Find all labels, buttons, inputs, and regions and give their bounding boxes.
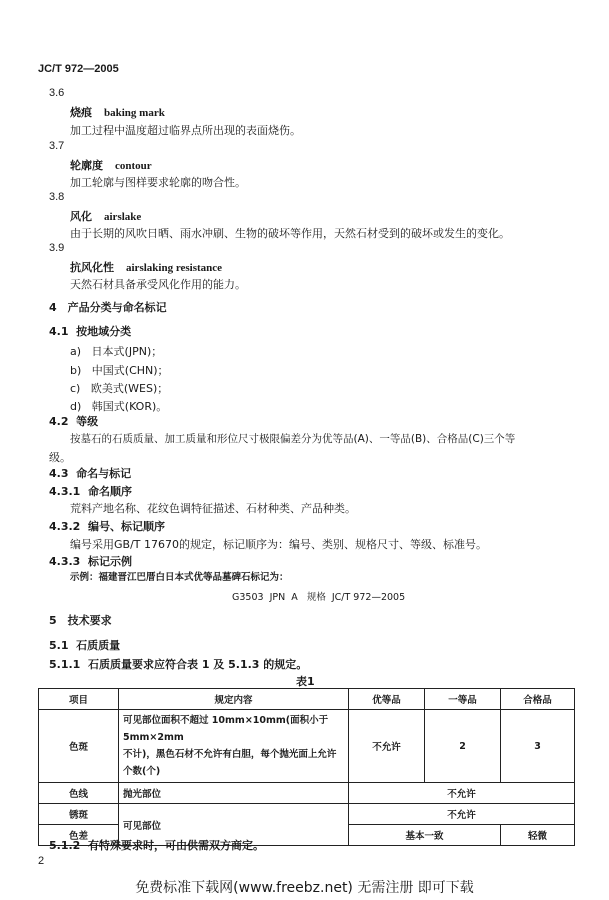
- term-en: airslake: [104, 211, 142, 223]
- page-number: 2: [38, 855, 45, 867]
- section-4-2-heading: [49, 413, 98, 429]
- desc-line: 可见部位面积不超过 10mm×10mm(面积小于 5mm×2mm: [123, 715, 329, 743]
- header-requirement: 规定内容: [119, 689, 349, 710]
- term-definition: 由于长期的风吹日晒、雨水冲刷、生物的破坏等作用，天然石材受到的破坏或发生的变化。: [70, 227, 510, 240]
- section-5-1-heading: [49, 637, 120, 653]
- paragraph: 荒料产地名称、花纹色调特征描述、石材种类、产品种类。: [70, 502, 356, 515]
- clause-title: 按地域分类: [76, 325, 132, 338]
- cell-item: 锈斑: [39, 804, 119, 825]
- term-number: 3.9: [49, 242, 65, 254]
- paragraph-line: 级。: [49, 451, 71, 464]
- table-header-row: [39, 689, 575, 710]
- clause-title: 石质质量: [76, 639, 121, 652]
- term-heading: [70, 259, 222, 275]
- clause-number: 4.3.1: [49, 485, 81, 498]
- term-en: baking mark: [104, 107, 165, 119]
- term-zh: 抗风化性: [70, 261, 114, 274]
- section-5-1-2: [49, 837, 264, 853]
- example-mark: G3503 JPN A 规格 JC/T 972—2005: [232, 592, 406, 603]
- list-item: [70, 343, 162, 359]
- term-number: 3.6: [49, 87, 65, 99]
- footer-text: 免费标准下载网(www.freebz.net) 无需注册 即可下载: [135, 880, 474, 896]
- header-grade-c: 合格品: [501, 689, 575, 710]
- clause-title: 编号、标记顺序: [88, 520, 165, 533]
- term-en: airslaking resistance: [126, 262, 223, 274]
- section-4-title: 4 产品分类与命名标记: [49, 301, 167, 314]
- list-label: a): [70, 345, 82, 358]
- term-definition: 天然石材具备承受风化作用的能力。: [70, 278, 246, 291]
- term-zh: 轮廓度: [70, 159, 103, 172]
- clause-text: 石质质量要求应符合表 1 及 5.1.3 的规定。: [88, 658, 308, 671]
- term-number: 3.7: [49, 140, 65, 152]
- table-row: [39, 710, 575, 783]
- cell-item: 色线: [39, 783, 119, 804]
- section-4-1-heading: [49, 323, 131, 339]
- table-caption: 表1: [296, 675, 315, 688]
- clause-number: 5.1.1: [49, 658, 81, 671]
- term-zh: 风化: [70, 210, 92, 223]
- cell-grade-a: 不允许: [349, 710, 425, 783]
- header-item: 项目: [39, 689, 119, 710]
- list-item: [70, 362, 169, 378]
- cell-grade-b: 2: [425, 710, 501, 783]
- list-item: [70, 380, 168, 396]
- clause-number: 5.1: [49, 639, 69, 652]
- header-grade-b: 一等品: [425, 689, 501, 710]
- clause-title: 等级: [76, 415, 99, 428]
- list-label: c): [70, 382, 81, 395]
- clause-number: 4.3: [49, 467, 69, 480]
- clause-title: 命名顺序: [88, 485, 132, 498]
- section-4-3-3-heading: [49, 553, 132, 569]
- term-number: 3.8: [49, 191, 65, 203]
- cell-grade-c: 轻微: [501, 825, 575, 846]
- cell-all-grades: 不允许: [349, 804, 575, 825]
- cell-grade-c: 3: [501, 710, 575, 783]
- term-heading: [70, 208, 141, 224]
- term-definition: 加工轮廓与图样要求轮廓的吻合性。: [70, 176, 246, 189]
- quality-table: [38, 688, 575, 846]
- list-text: 中国式(CHN)；: [91, 364, 169, 377]
- table-row: [39, 783, 575, 804]
- clause-number: 4.3.2: [49, 520, 81, 533]
- list-label: b): [70, 364, 82, 377]
- term-zh: 烧痕: [70, 106, 92, 119]
- cell-item: 色斑: [39, 710, 119, 783]
- list-label: d): [70, 400, 82, 413]
- paragraph: 编号采用GB/T 17670的规定，标记顺序为：编号、类别、规格尺寸、等级、标准号。: [70, 538, 487, 551]
- clause-number: 4.1: [49, 325, 69, 338]
- desc-line: 不计)，黑色石材不允许有白胆，每个抛光面上允许: [123, 749, 337, 760]
- clause-text: 有特殊要求时，可由供需双方商定。: [88, 839, 264, 852]
- list-item: [70, 398, 167, 414]
- cell-all-grades: 不允许: [349, 783, 575, 804]
- cell-requirement: 抛光部位: [119, 783, 349, 804]
- section-4-3-2-heading: [49, 518, 165, 534]
- cell-requirement: [119, 710, 349, 783]
- document-number: JC/T 972—2005: [38, 63, 119, 75]
- example-text: 示例：福建晋江巴厝白日本式优等品墓碑石标记为：: [70, 572, 289, 583]
- clause-title: 标记示例: [88, 555, 132, 568]
- clause-title: 命名与标记: [76, 467, 132, 480]
- paragraph-line: 按墓石的石质质量、加工质量和形位尺寸极限偏差分为优等品(A)、一等品(B)、合格品(C)三个等: [70, 433, 516, 445]
- clause-number: 4.2: [49, 415, 69, 428]
- term-en: contour: [115, 160, 152, 172]
- cell-requirement: 可见部位: [119, 804, 349, 846]
- list-text: 欧美式(WES)；: [90, 382, 169, 395]
- cell-grade-ab: 基本一致: [349, 825, 501, 846]
- list-text: 韩国式(KOR)。: [91, 400, 168, 413]
- cell-item: 色差: [39, 825, 119, 846]
- section-5-1-1: [49, 656, 307, 672]
- table-row: [39, 804, 575, 825]
- section-5-title: 5 技术要求: [49, 614, 112, 627]
- list-text: 日本式(JPN)；: [91, 345, 163, 358]
- header-grade-a: 优等品: [349, 689, 425, 710]
- term-heading: [70, 104, 165, 120]
- term-heading: [70, 157, 152, 173]
- clause-number: 5.1.2: [49, 839, 81, 852]
- term-definition: 加工过程中温度超过临界点所出现的表面烧伤。: [70, 124, 301, 137]
- desc-line: 个数(个): [123, 766, 161, 777]
- clause-number: 4.3.3: [49, 555, 81, 568]
- section-4-3-heading: [49, 465, 131, 481]
- section-4-3-1-heading: [49, 483, 132, 499]
